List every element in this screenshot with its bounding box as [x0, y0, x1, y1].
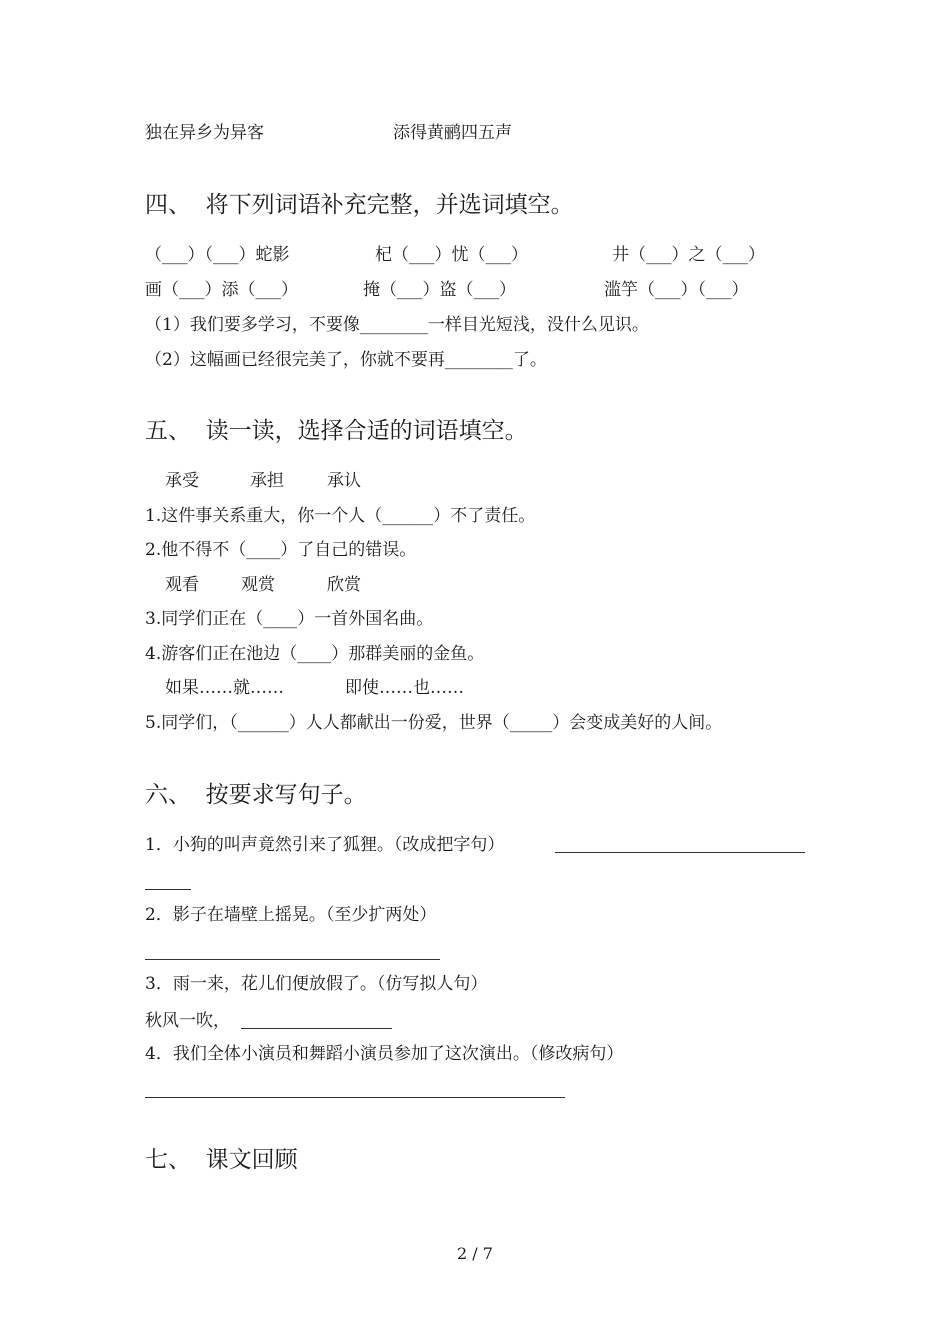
page-number: 2 / 7	[457, 1244, 493, 1263]
word-option: 承担	[250, 471, 284, 491]
section5-q3: 3.同学们正在（____）一首外国名曲。	[145, 609, 434, 629]
idiom-2: 杞（___）忧（___）	[375, 245, 528, 265]
section4-q2: （2）这幅画已经很完美了，你就不要再________了。	[145, 350, 547, 370]
answer-line[interactable]	[145, 889, 191, 890]
section6-title: 六、 按要求写句子。	[145, 782, 367, 808]
word-option: 欣赏	[327, 575, 361, 595]
section6-q3: 3．雨一来，花儿们便放假了。（仿写拟人句）	[145, 974, 488, 994]
word-option: 即使……也……	[345, 678, 464, 698]
section5-q2: 2.他不得不（____）了自己的错误。	[145, 540, 417, 560]
section6-q1: 1．小狗的叫声竟然引来了狐狸。（改成把字句）	[145, 835, 505, 855]
section4-q1: （1）我们要多学习，不要像________一样目光短浅，没什么见识。	[145, 315, 649, 335]
word-option: 观看	[165, 575, 199, 595]
section7-title: 七、 课文回顾	[145, 1147, 298, 1173]
idiom-1: （___）（___）蛇影	[145, 245, 290, 265]
idiom-3: 井（___）之（___）	[612, 245, 765, 265]
word-option: 观赏	[241, 575, 275, 595]
section5-q1: 1.这件事关系重大，你一个人（______）不了责任。	[145, 506, 536, 526]
poem-line-right: 添得黄鹂四五声	[393, 123, 512, 143]
word-option: 承受	[165, 471, 199, 491]
section5-q5: 5.同学们，（______）人人都献出一份爱，世界（_____）会变成美好的人间。	[145, 713, 723, 733]
answer-line[interactable]	[145, 959, 440, 960]
section4-title: 四、 将下列词语补充完整，并选词填空。	[145, 192, 574, 218]
idiom-4: 画（___）添（___）	[145, 280, 298, 300]
word-option: 如果……就……	[165, 678, 284, 698]
answer-line[interactable]	[145, 1097, 565, 1098]
word-option: 承认	[327, 471, 361, 491]
idiom-5: 掩（___）盗（___）	[363, 280, 516, 300]
section6-q2: 2．影子在墙壁上摇晃。（至少扩两处）	[145, 905, 437, 925]
answer-line[interactable]	[241, 1028, 392, 1029]
section5-title: 五、 读一读，选择合适的词语填空。	[145, 418, 528, 444]
section6-q4: 4．我们全体小演员和舞蹈小演员参加了这次演出。（修改病句）	[145, 1044, 624, 1064]
poem-line-left: 独在异乡为异客	[145, 123, 264, 143]
section6-q3-lead: 秋风一吹，	[145, 1011, 230, 1031]
answer-line[interactable]	[555, 852, 805, 853]
idiom-6: 滥竽（___）（___）	[604, 280, 749, 300]
section5-q4: 4.游客们正在池边（____）那群美丽的金鱼。	[145, 644, 485, 664]
